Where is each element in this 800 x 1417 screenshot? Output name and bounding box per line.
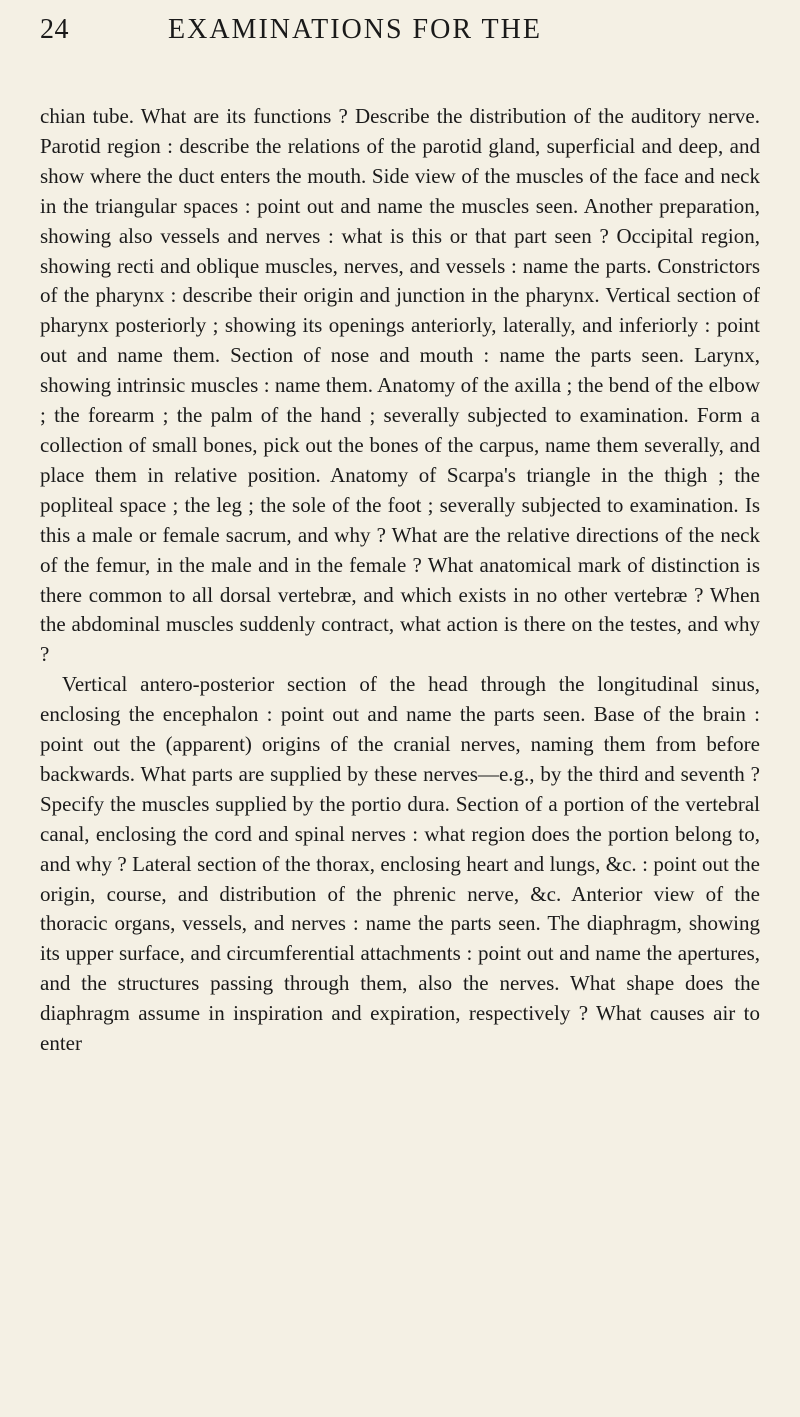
page-header: [40, 14, 760, 62]
running-head: EXAMINATIONS FOR THE: [168, 14, 542, 45]
paragraph-continued: chian tube. What are its functions ? Describe the distribution of the auditory nerve. Parotid region : describe the relations of the parotid gland, superficial and deep, and show where the duct enters the mouth. Side view of the muscles of the face and neck in the triangular spaces : point out and name the muscles seen. Another preparation, showing also vessels and nerves : what is this or that part seen ? Occipital region, showing recti and oblique muscles, nerves, and vessels : name the parts. Constrictors of the pharynx : describe their origin and junction in the pharynx. Vertical section of pharynx posteriorly ; showing its openings anteriorly, laterally, and inferiorly : point out and name them. Section of nose and mouth : name the parts seen. Larynx, showing intrinsic muscles : name them. Anatomy of the axilla ; the bend of the elbow ; the forearm ; the palm of the hand ; severally subjected to examination. Form a collection of small bones, pick out the bones of the carpus, name them severally, and place them in relative position. Anatomy of Scarpa's triangle in the thigh ; the popliteal space ; the leg ; the sole of the foot ; severally subjected to examination. Is this a male or female sacrum, and why ? What are the relative directions of the neck of the femur, in the male and in the female ? What anatomical mark of distinction is there common to all dorsal vertebræ, and which exists in no other vertebræ ? When the abdominal muscles suddenly contract, what action is there on the testes, and why ?: [40, 104, 760, 667]
page-number: 24: [40, 14, 69, 45]
page-body: [40, 102, 760, 1059]
paragraph: Vertical antero-posterior section of the head through the longitudinal sinus, enclosing the encephalon : point out and name the parts seen. Base of the brain : point out the (apparent) origins of the cranial nerves, naming them from before backwards. What parts are supplied by these nerves—e.g., by the third and seventh ? Specify the muscles supplied by the portio dura. Section of a portion of the vertebral canal, enclosing the cord and spinal nerves : what region does the portion belong to, and why ? Lateral section of the thorax, enclosing heart and lungs, &c. : point out the origin, course, and distribution of the phrenic nerve, &c. Anterior view of the thoracic organs, vessels, and nerves : name the parts seen. The diaphragm, showing its upper surface, and circumferential attachments : point out and name the apertures, and the structures passing through them, also the nerves. What shape does the diaphragm assume in inspiration and expiration, respectively ? What causes air to enter: [40, 672, 760, 1056]
